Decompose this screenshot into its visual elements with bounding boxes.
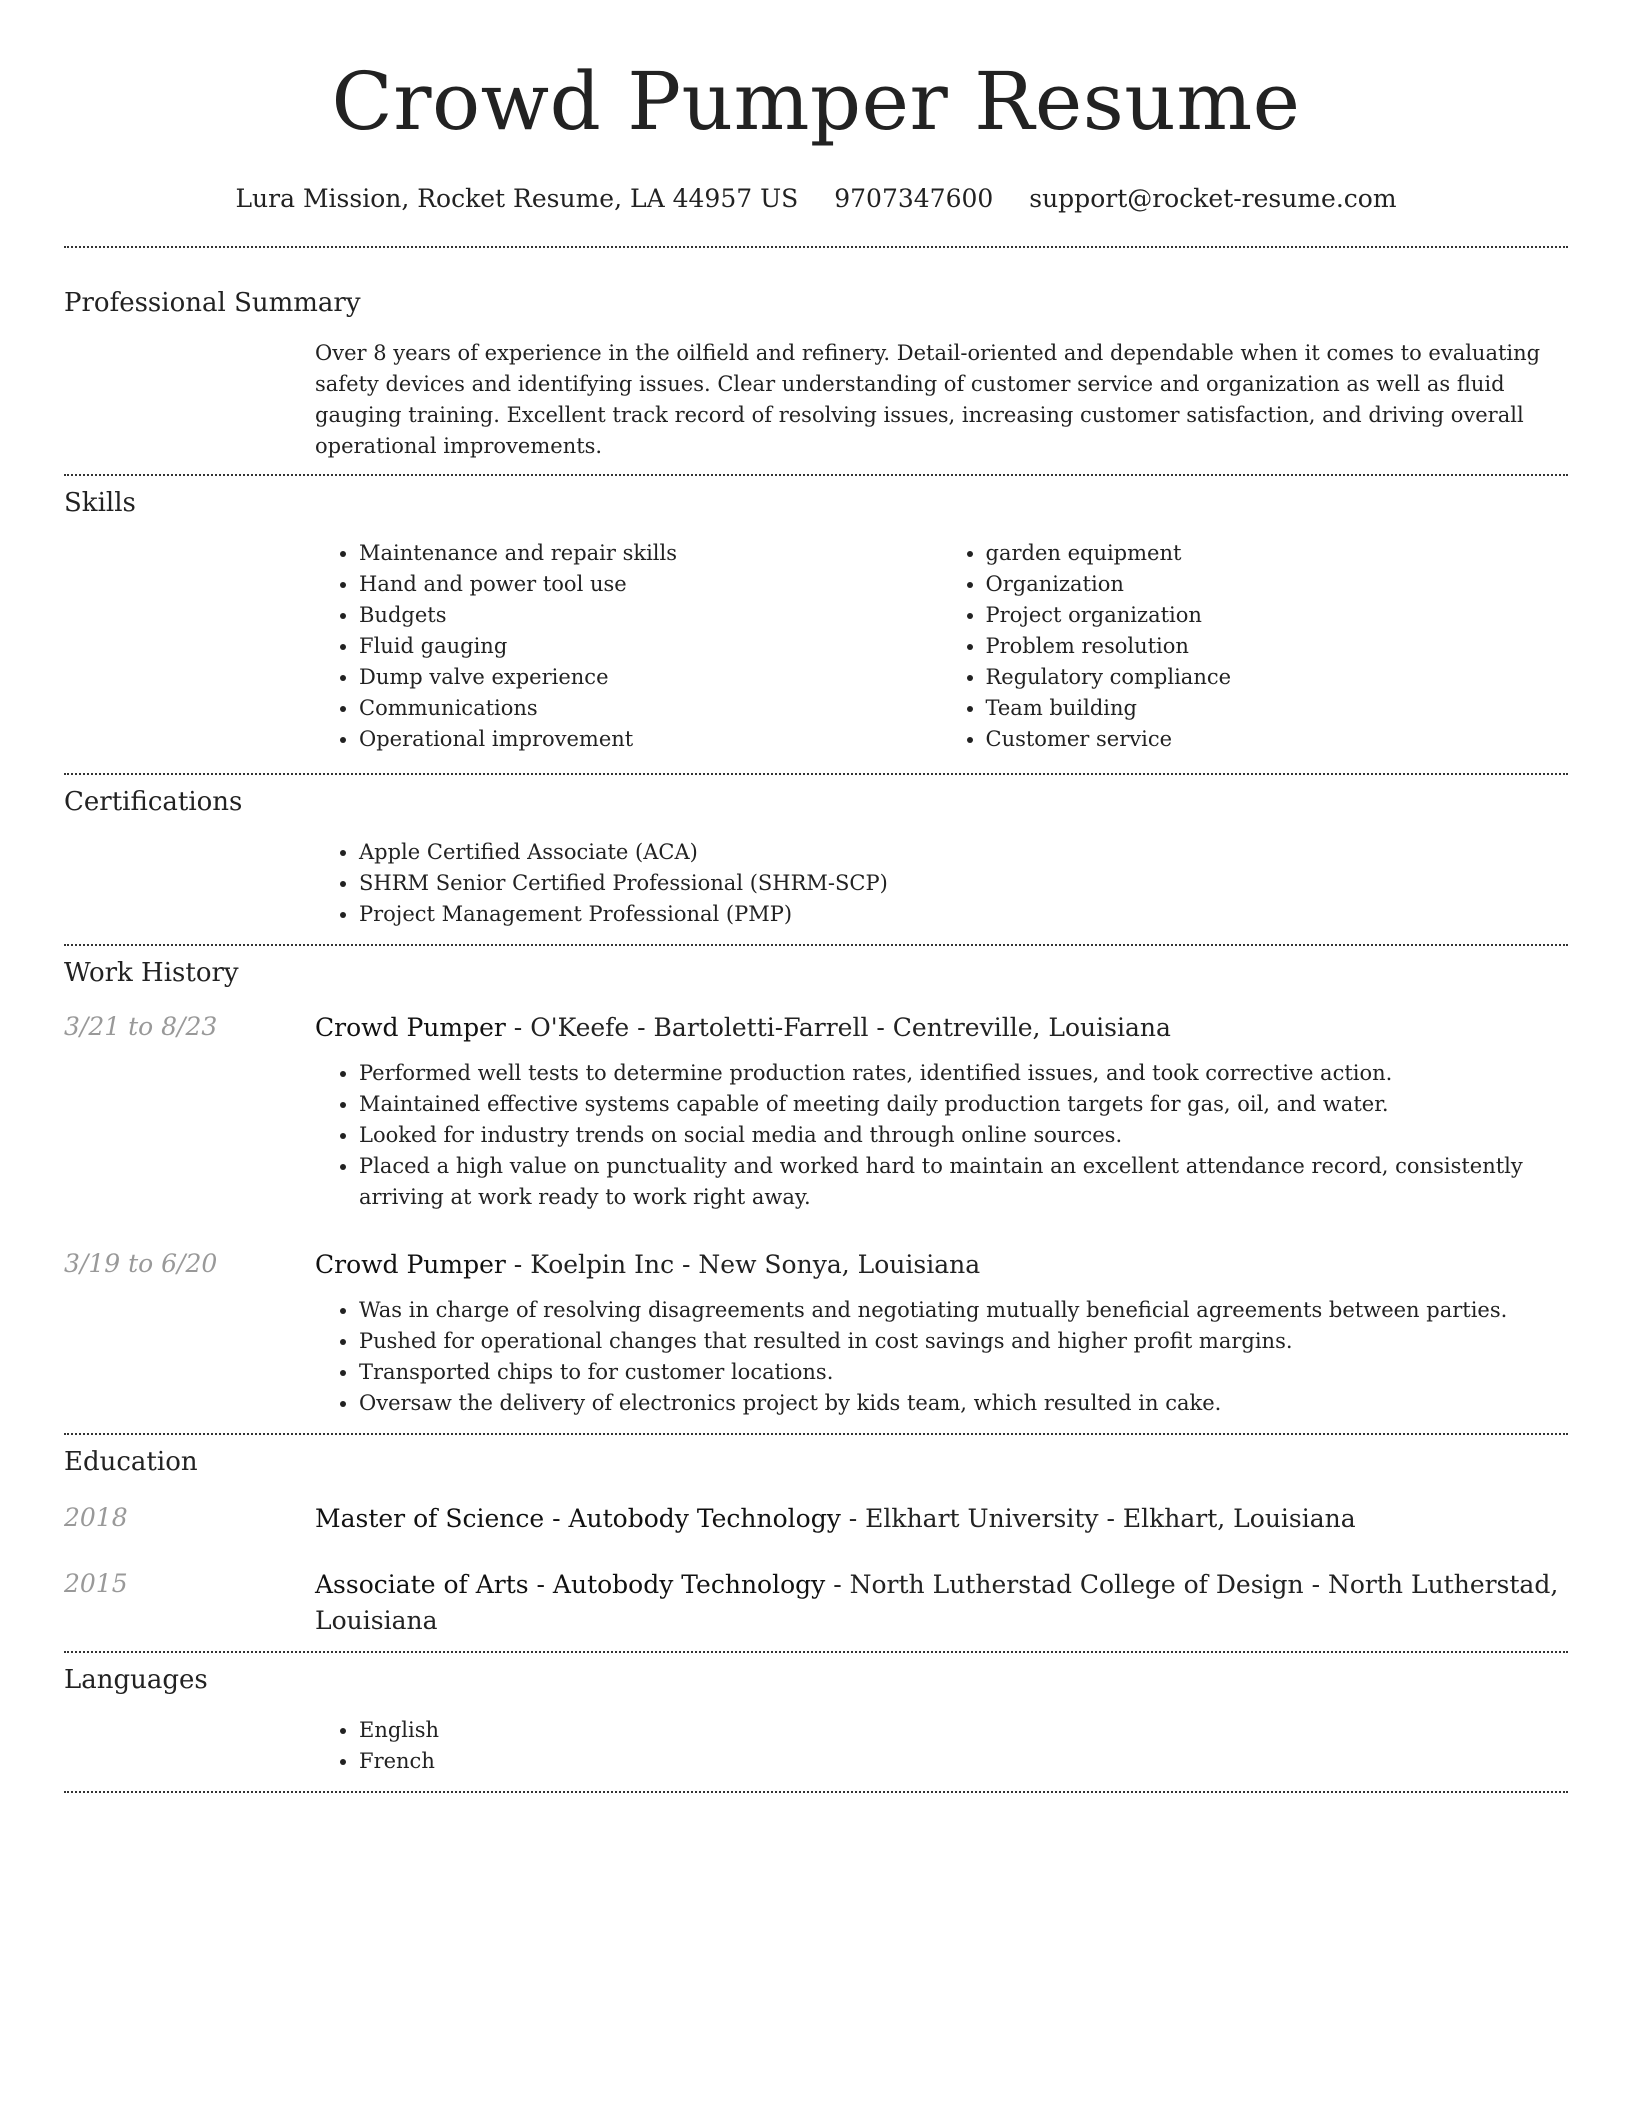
section-education bbox=[64, 1435, 1568, 1639]
section-heading: Work History bbox=[64, 958, 239, 988]
section-summary bbox=[64, 248, 1568, 462]
skill-item: • Customer service bbox=[986, 724, 1569, 755]
skill-item: • Maintenance and repair skills bbox=[359, 538, 942, 569]
education-year: 2018 bbox=[64, 1503, 128, 1532]
skill-item: • Communications bbox=[359, 693, 942, 724]
education-heading bbox=[315, 1501, 1568, 1537]
skill-item: • Organization bbox=[986, 569, 1569, 600]
education-degree: Associate of Arts - Autobody Technology bbox=[315, 1570, 826, 1599]
skill-item: • Project organization bbox=[986, 600, 1569, 631]
section-skills bbox=[64, 476, 1568, 755]
section-heading: Certifications bbox=[64, 787, 243, 817]
certification-item: • Apple Certified Associate (ACA) bbox=[359, 837, 1568, 868]
contact-address: Lura Mission, Rocket Resume, LA 44957 US bbox=[235, 184, 799, 213]
skills-list-left bbox=[315, 538, 942, 755]
jobs-list bbox=[64, 1010, 1568, 1419]
job-dates: 3/19 to 6/20 bbox=[64, 1249, 218, 1278]
skill-item: • Team building bbox=[986, 693, 1569, 724]
job-employer: O'Keefe - Bartoletti-Farrell - Centreville, Louisiana bbox=[530, 1013, 1171, 1042]
education-heading bbox=[315, 1567, 1568, 1639]
job-bullets bbox=[315, 1295, 1568, 1419]
language-item: • English bbox=[359, 1715, 1568, 1746]
skill-item: • Budgets bbox=[359, 600, 942, 631]
certifications-list bbox=[315, 837, 1568, 930]
languages-list bbox=[315, 1715, 1568, 1777]
skill-item: • Hand and power tool use bbox=[359, 569, 942, 600]
job-bullet: • Maintained effective systems capable of meeting daily production targets for gas, oil, and water. bbox=[359, 1089, 1568, 1120]
skills-list-right bbox=[942, 538, 1569, 755]
education-school: Elkhart University - Elkhart, Louisiana bbox=[865, 1504, 1356, 1533]
section-certifications bbox=[64, 775, 1568, 930]
education-year: 2015 bbox=[64, 1569, 128, 1598]
skill-item: • Fluid gauging bbox=[359, 631, 942, 662]
divider bbox=[64, 1791, 1568, 1793]
separator: - bbox=[505, 1013, 531, 1042]
separator: - bbox=[825, 1570, 850, 1599]
contact-line bbox=[64, 182, 1568, 216]
education-list bbox=[64, 1501, 1568, 1639]
job-entry bbox=[64, 1247, 1568, 1419]
contact-phone: 9707347600 bbox=[834, 184, 994, 213]
skill-item: • Dump valve experience bbox=[359, 662, 942, 693]
summary-text: Over 8 years of experience in the oilfield and refinery. Detail-oriented and dependable when it comes to evaluating safety devices and identifying issues. Clear understanding of customer service and organization as well as fluid gauging training. Excellent track record of resolving issues, increasing customer satisfaction, and driving overall operational improvements. bbox=[315, 341, 1541, 458]
section-heading: Skills bbox=[64, 488, 136, 518]
job-dates: 3/21 to 8/23 bbox=[64, 1012, 218, 1041]
job-bullet: • Performed well tests to determine production rates, identified issues, and took corrective action. bbox=[359, 1058, 1568, 1089]
education-entry bbox=[64, 1567, 1568, 1639]
skill-item: • Operational improvement bbox=[359, 724, 942, 755]
section-heading: Education bbox=[64, 1447, 198, 1477]
separator: - bbox=[505, 1250, 531, 1279]
job-employer: Koelpin Inc - New Sonya, Louisiana bbox=[530, 1250, 981, 1279]
job-bullets bbox=[315, 1058, 1568, 1213]
section-heading: Languages bbox=[64, 1665, 208, 1695]
skill-item: • Problem resolution bbox=[986, 631, 1569, 662]
job-title: Crowd Pumper bbox=[315, 1013, 506, 1042]
section-heading: Professional Summary bbox=[64, 288, 361, 318]
job-bullet: • Pushed for operational changes that resulted in cost savings and higher profit margins. bbox=[359, 1326, 1568, 1357]
language-item: • French bbox=[359, 1746, 1568, 1777]
job-title: Crowd Pumper bbox=[315, 1250, 506, 1279]
job-heading bbox=[315, 1010, 1568, 1046]
job-entry bbox=[64, 1010, 1568, 1213]
job-bullet: • Oversaw the delivery of electronics project by kids team, which resulted in cake. bbox=[359, 1388, 1568, 1419]
certification-item: • SHRM Senior Certified Professional (SHRM-SCP) bbox=[359, 868, 1568, 899]
certification-item: • Project Management Professional (PMP) bbox=[359, 899, 1568, 930]
education-degree: Master of Science - Autobody Technology bbox=[315, 1504, 841, 1533]
job-heading bbox=[315, 1247, 1568, 1283]
education-school: North Lutherstad College of Design - North Lutherstad, Louisiana bbox=[315, 1570, 1559, 1635]
job-bullet: • Was in charge of resolving disagreements and negotiating mutually beneficial agreements between parties. bbox=[359, 1295, 1568, 1326]
section-work-history bbox=[64, 946, 1568, 1419]
job-bullet: • Placed a high value on punctuality and worked hard to maintain an excellent attendance record, consistently arriving at work ready to work right away. bbox=[359, 1151, 1568, 1213]
section-languages bbox=[64, 1653, 1568, 1777]
separator: - bbox=[840, 1504, 866, 1533]
resume-title: Crowd Pumper Resume bbox=[331, 55, 1301, 148]
contact-email: support@rocket-resume.com bbox=[1029, 184, 1397, 213]
skill-item: • Regulatory compliance bbox=[986, 662, 1569, 693]
education-entry bbox=[64, 1501, 1568, 1537]
resume-page bbox=[64, 0, 1568, 1793]
skill-item: • garden equipment bbox=[986, 538, 1569, 569]
job-bullet: • Looked for industry trends on social media and through online sources. bbox=[359, 1120, 1568, 1151]
job-bullet: • Transported chips to for customer locations. bbox=[359, 1357, 1568, 1388]
